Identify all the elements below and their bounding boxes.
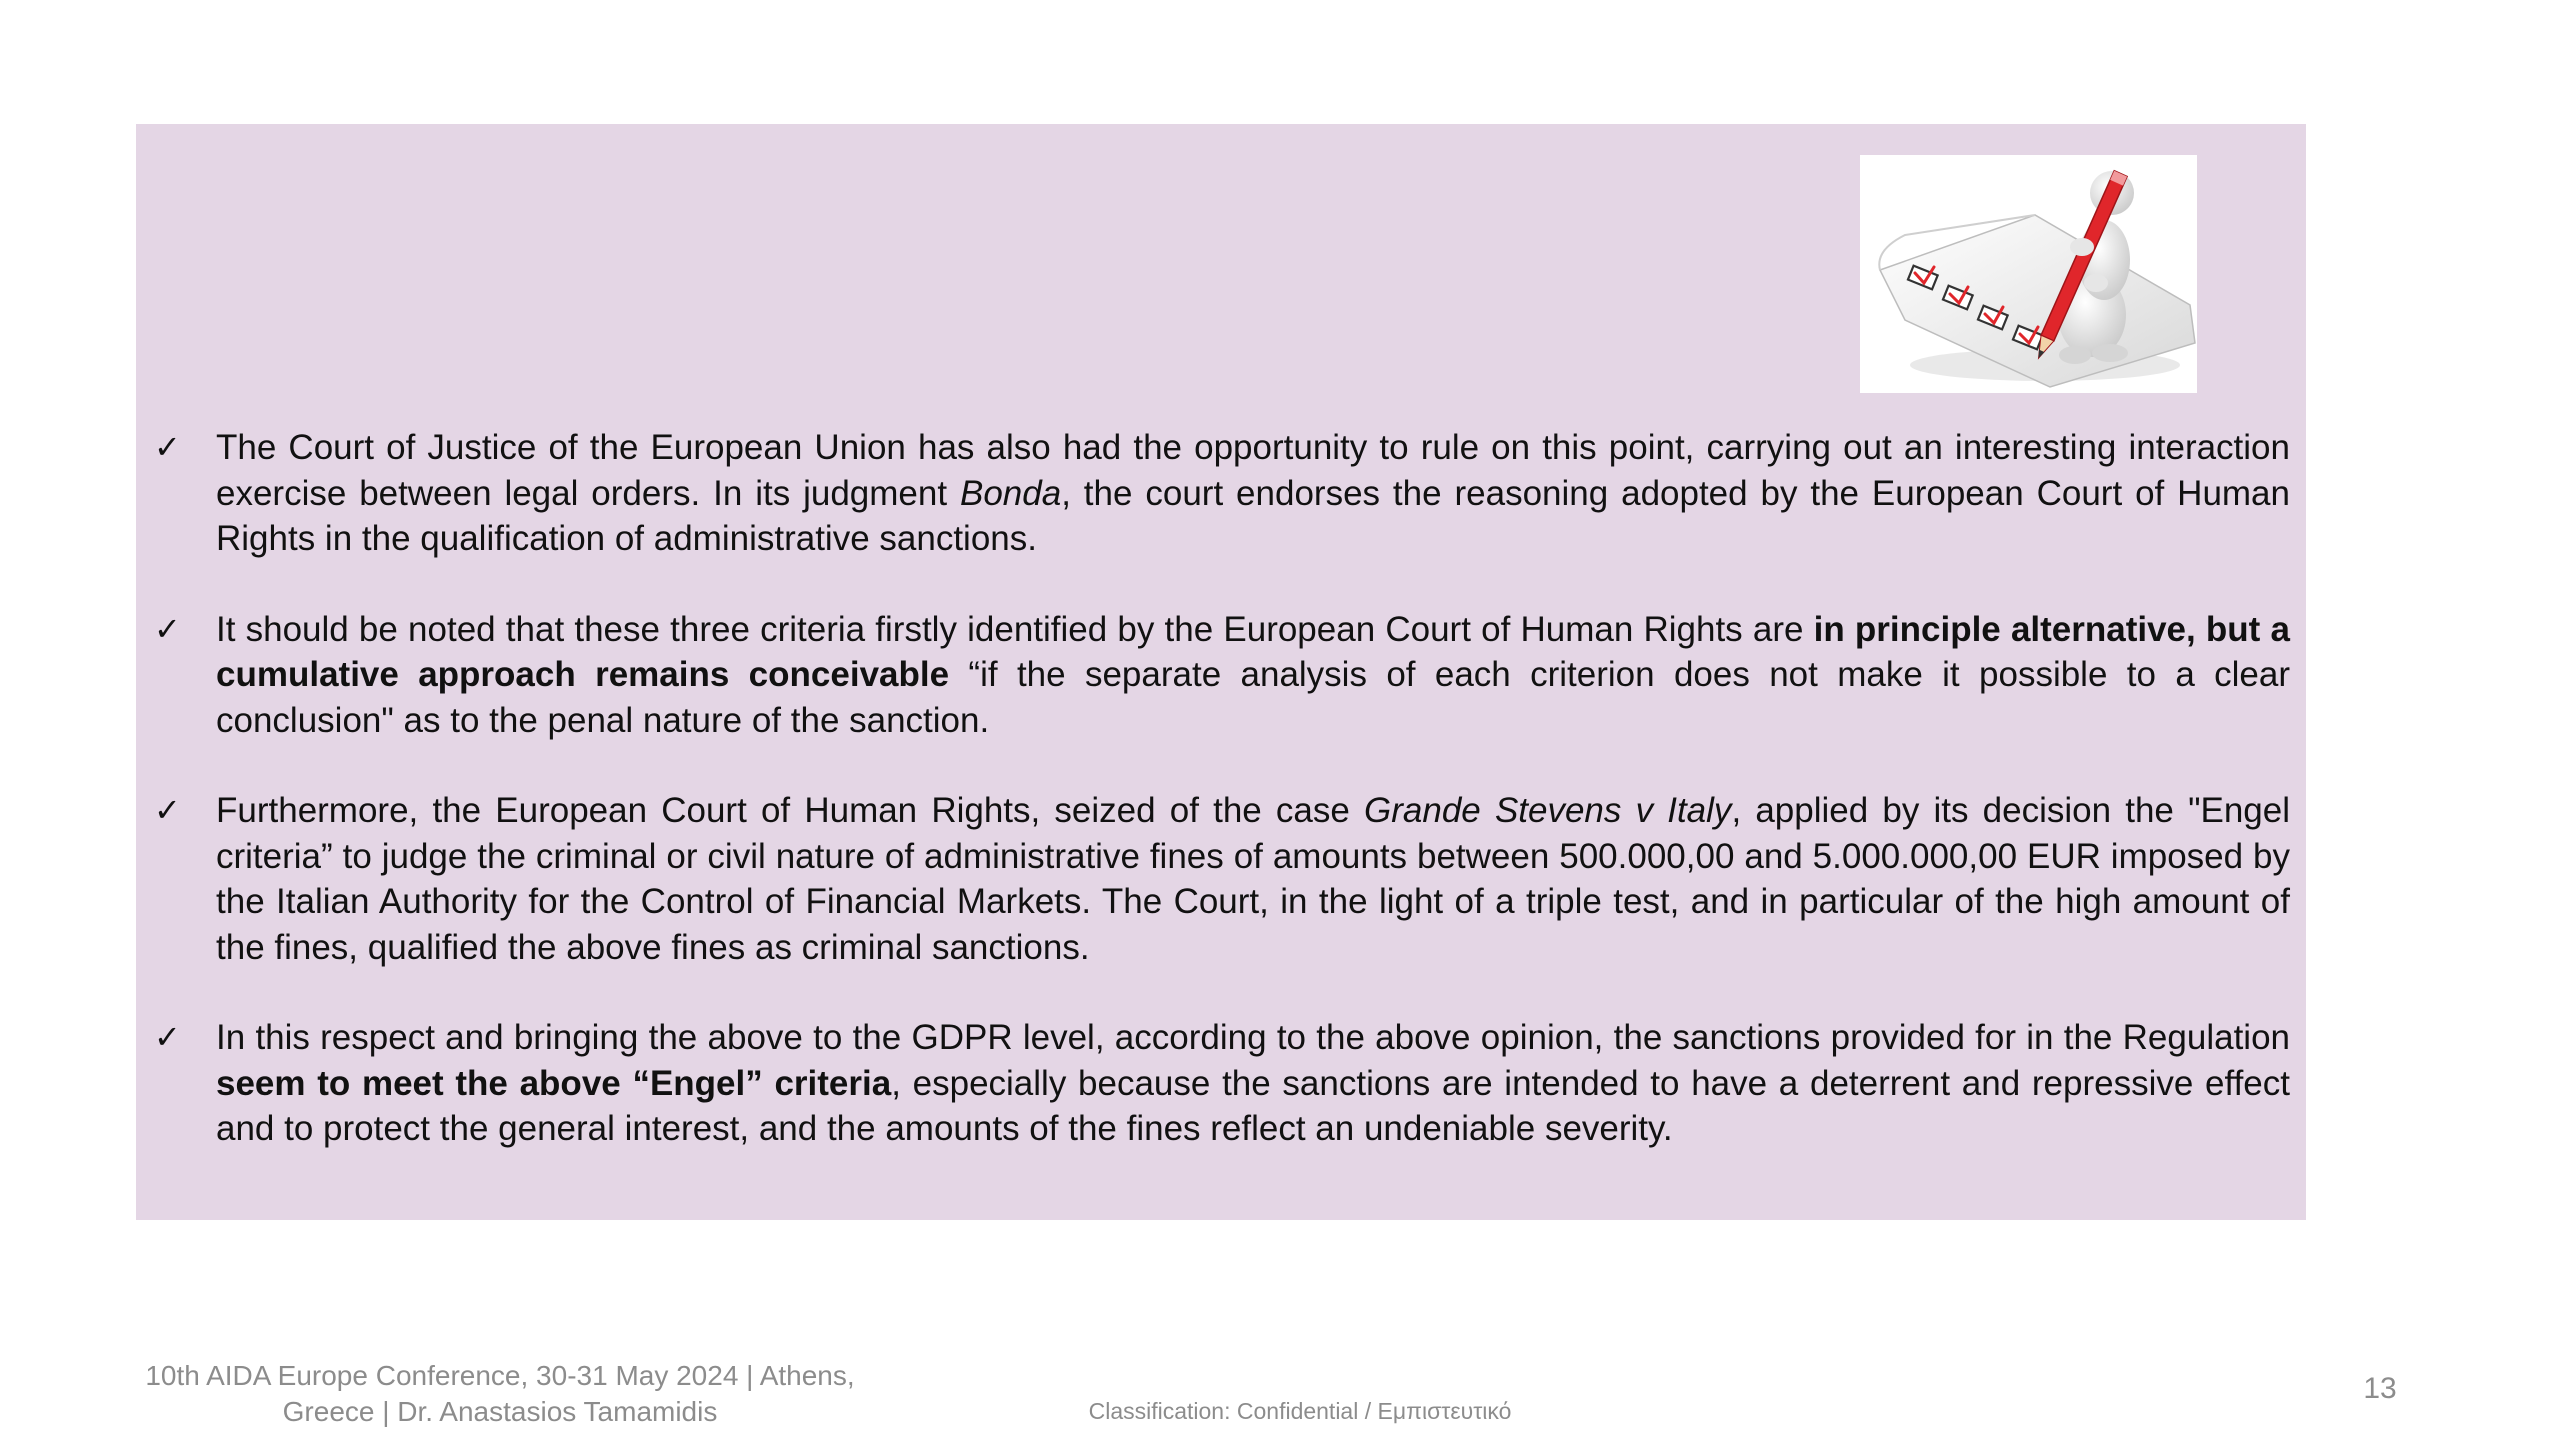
check-icon: ✓	[154, 428, 181, 466]
checklist-illustration	[1860, 155, 2197, 393]
bullet-item-gdpr	[150, 1015, 2290, 1152]
case-name-bonda: Bonda	[959, 473, 1062, 513]
bullet-text: , especially because the sanctions are intended to have a deterrent and repressive effect and to protect the general interest, and the amounts of the fines reflect an undeniable severity.	[216, 1063, 2290, 1148]
emphasis-text: seem to meet the above “Engel” criteria	[216, 1063, 892, 1103]
bullet-item-three-criteria	[150, 607, 2290, 744]
bullet-text: , the court endorses the reasoning adopted by the European Court of Human Rights in the qualification of administrative sanctions.	[216, 473, 2290, 558]
bullet-text: , applied by its decision the "Engel criteria” to judge the criminal or civil nature of administrative fines of amounts between 500.000,00 and 5.000.000,00 EUR imposed by the Italian Authority for the Control of Financial Markets. The Court, in the light of a triple test, and in particular of the high amount of the fines, qualified the above fines as criminal sanctions.	[216, 791, 2291, 967]
footer-conference-line1: 10th AIDA Europe Conference, 30-31 May 2024 | Athens,	[145, 1360, 855, 1391]
bullet-text: It should be noted that these three criteria firstly identified by the European Court of Human Rights are	[216, 609, 1814, 649]
page-number: 13	[2363, 1372, 2397, 1405]
bullet-text: The Court of Justice of the European Union has also had the opportunity to rule on this point, carrying out an interesting interaction exercise between legal orders. In its judgment	[216, 428, 2290, 513]
check-icon: ✓	[154, 791, 181, 829]
bullet-list	[150, 425, 2290, 1197]
footer-conference	[100, 1358, 900, 1430]
check-icon: ✓	[154, 1018, 181, 1056]
bullet-text: “if the separate analysis of each criterion does not make it possible to a clear conclusion" as to the penal nature of the sanction.	[216, 655, 2291, 740]
emphasis-text: in principle alternative, but a cumulative approach remains conceivable	[216, 609, 2290, 694]
case-name-grande-stevens: Grande Stevens v Italy	[1364, 791, 1732, 830]
bullet-item-grande-stevens	[150, 788, 2290, 970]
bullet-text: Furthermore, the European Court of Human Rights, seized of the case	[216, 791, 1365, 830]
checklist-figure-icon	[1860, 155, 2197, 393]
bullet-item-cjeu-bonda	[150, 425, 2290, 562]
bullet-text: In this respect and bringing the above to the GDPR level, according to the above opinion, the sanctions provided for in the Regulation	[216, 1018, 2290, 1057]
footer-conference-line2: Greece | Dr. Anastasios Tamamidis	[282, 1396, 718, 1427]
check-icon: ✓	[154, 609, 181, 648]
footer-classification: Classification: Confidential / Εμπιστευτικό	[1088, 1398, 1512, 1424]
